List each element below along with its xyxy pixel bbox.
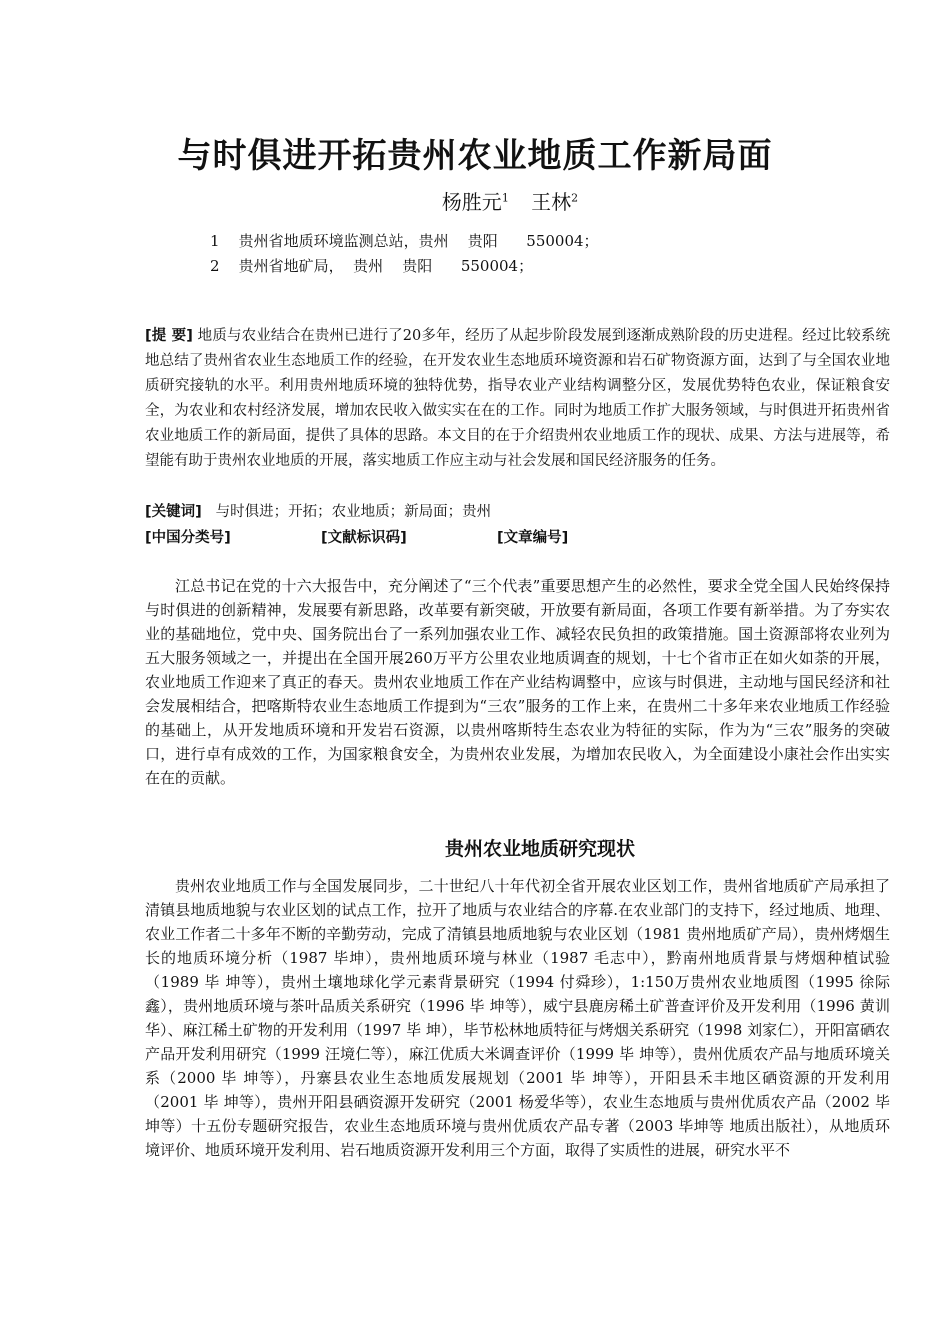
abstract xyxy=(145,324,890,474)
clc-label: [中国分类号] xyxy=(145,530,231,546)
author-2 xyxy=(531,190,578,214)
section-paragraph: 贵州农业地质工作与全国发展同步，二十世纪八十年代初全省开展农业区划工作，贵州省地质矿产局承担了清镇县地质地貌与农业区划的试点工作，拉开了地质与农业结合的序幕.在农业部门的支持下，经过地质、地理、农业工作者二十多年不断的辛勤劳动，完成了清镇县地质地貌与农业区划（1981 贵州地质矿产局），贵州烤烟生长的地质环境分析（1987 毕坤），贵州地质环境与林业（1987 毛志中），黔南州地质背景与烤烟种植试验（1989 毕 坤等），贵州土壤地球化学元素背景研究（1994 付舜珍），1:150万贵州农业地质图（1995 徐际鑫），贵州地质环境与茶叶品质关系研究（1996 毕 坤等），威宁县鹿房稀土矿普查评价及开发利用（1996 黄训华）、麻江稀土矿物的开发利用（1997 毕 坤），毕节松林地质特征与烤烟关系研究（1998 刘家仁），开阳富硒农产品开发利用研究（1999 汪境仁等），麻江优质大米调查评价（1999 毕 坤等），贵州优质农产品与地质环境关系（2000 毕 坤等），丹寨县农业生态地质发展规划（2001 毕 坤等），开阳县禾丰地区硒资源的开发利用（2001 毕 坤等），贵州开阳县硒资源开发研究（2001 杨爱华等），农业生态地质与贵州优质农产品（2002 毕 坤等）十五份专题研究报告，农业生态地质环境与贵州优质农产品专著（2003 毕坤等 地质出版社），从地质环境评价、地质环境开发利用、岩石地质资源开发利用三个方面，取得了实质性的进展，研究水平不 xyxy=(145,877,890,1159)
section-heading: 贵州农业地质研究现状 xyxy=(444,838,635,860)
author-1-name: 杨胜元 xyxy=(441,190,502,214)
paper-title: 与时俱进开拓贵州农业地质工作新局面 xyxy=(177,136,773,176)
keywords-label: [关键词] xyxy=(145,504,202,520)
keywords-text: 与时俱进；开拓；农业地质；新局面；贵州 xyxy=(215,504,492,520)
author-line xyxy=(0,186,950,215)
keywords xyxy=(145,500,491,521)
article-no-label: [文章编号] xyxy=(497,530,569,546)
abstract-label: [提 要] xyxy=(145,328,193,344)
author-2-mark: 2 xyxy=(571,191,579,205)
author-2-name: 王林 xyxy=(531,190,572,214)
author-1 xyxy=(442,190,509,214)
affiliation-1: 1 贵州省地质环境监测总站，贵州 贵阳 550004； xyxy=(210,232,599,250)
affiliation-2: 2 贵州省地矿局， 贵州 贵阳 550004； xyxy=(210,257,534,275)
author-1-mark: 1 xyxy=(501,191,509,205)
abstract-text: 地质与农业结合在贵州已进行了20多年，经历了从起步阶段发展到逐渐成熟阶段的历史进程。经过比较系统地总结了贵州省农业生态地质工作的经验，在开发农业生态地质环境资源和岩石矿物资源方面，达到了与全国农业地质研究接轨的水平。利用贵州地质环境的独特优势，指导农业产业结构调整分区，发展优势特色农业，保证粮食安全，为农业和农村经济发展，增加农民收入做实实在在的工作。同时为地质工作扩大服务领域，与时俱进开拓贵州省农业地质工作的新局面，提供了具体的思路。本文目的在于介绍贵州农业地质工作的现状、成果、方法与进展等，希望能有助于贵州农业地质的开展，落实地质工作应主动与社会发展和国民经济服务的任务。 xyxy=(145,328,890,469)
doc-code-label: [文献标识码] xyxy=(321,530,407,546)
classification-line xyxy=(145,526,568,547)
intro-paragraph: 江总书记在党的十六大报告中，充分阐述了“三个代表”重要思想产生的必然性，要求全党全国人民始终保持与时俱进的创新精神，发展要有新思路，改革要有新突破，开放要有新局面，各项工作要有新举措。为了夯实农业的基础地位，党中央、国务院出台了一系列加强农业工作、减轻农民负担的政策措施。国土资源部将农业列为五大服务领域之一，并提出在全国开展260万平方公里农业地质调查的规划，十七个省市正在如火如荼的开展，农业地质工作迎来了真正的春天。贵州农业地质工作在产业结构调整中，应该与时俱进，主动地与国民经济和社会发展相结合，把喀斯特农业生态地质工作提到为“三农”服务的工作上来，在贵州二十多年来农业地质工作经验的基础上，从开发地质环境和开发岩石资源，以贵州喀斯特生态农业为特征的实际，作为为“三农”服务的突破口，进行卓有成效的工作，为国家粮食安全，为贵州农业发展，为增加农民收入，为全面建设小康社会作出实实在在的贡献。 xyxy=(145,577,890,787)
